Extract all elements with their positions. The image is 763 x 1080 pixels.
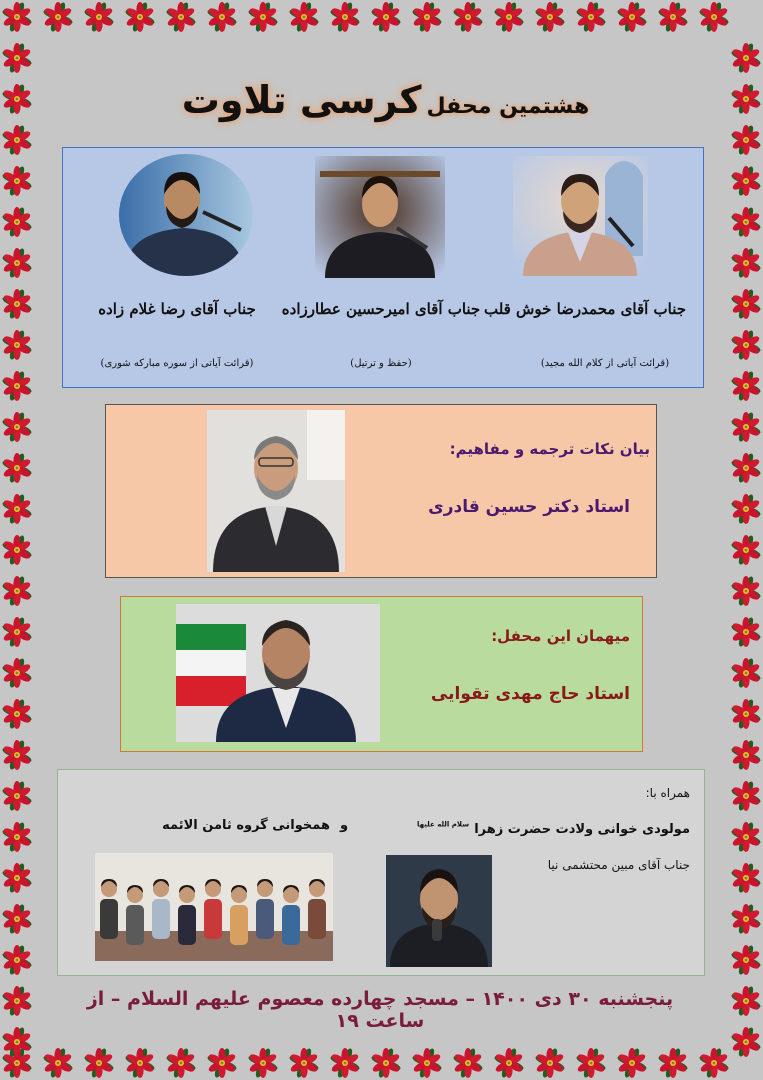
group-photo bbox=[95, 853, 333, 961]
poinsettia-icon bbox=[731, 43, 761, 73]
poinsettia-icon bbox=[731, 658, 761, 688]
poinsettia-icon bbox=[494, 2, 524, 32]
poinsettia-icon bbox=[731, 330, 761, 360]
poinsettia-icon bbox=[699, 2, 729, 32]
poinsettia-icon bbox=[576, 1048, 606, 1078]
singer-name: جناب آقای مبین محتشمی نیا bbox=[547, 858, 690, 872]
reader-1-name: جناب آقای محمدرضا خوش قلب bbox=[483, 300, 687, 318]
poinsettia-icon bbox=[2, 904, 32, 934]
poinsettia-icon bbox=[2, 1027, 32, 1057]
group-line: همخوانی گروه ثامن الائمه bbox=[162, 818, 330, 833]
poinsettia-icon bbox=[371, 1048, 401, 1078]
poinsettia-icon bbox=[2, 289, 32, 319]
singer-photo bbox=[386, 855, 492, 967]
mowludi-line: مولودی خوانی ولادت حضرت زهرا bbox=[474, 822, 690, 837]
reader-2-photo bbox=[315, 156, 445, 278]
poinsettia-icon bbox=[2, 207, 32, 237]
poinsettia-icon bbox=[731, 617, 761, 647]
poinsettia-icon bbox=[2, 822, 32, 852]
poinsettia-icon bbox=[731, 371, 761, 401]
poinsettia-icon bbox=[731, 863, 761, 893]
poinsettia-icon bbox=[494, 1048, 524, 1078]
poinsettia-icon bbox=[658, 2, 688, 32]
title-big: کرسی تلاوت bbox=[181, 78, 422, 122]
poinsettia-icon bbox=[731, 494, 761, 524]
reader-1-role: (قرائت آیاتی از کلام الله مجید) bbox=[540, 358, 670, 369]
poinsettia-icon bbox=[371, 2, 401, 32]
poinsettia-icon bbox=[207, 2, 237, 32]
poster-title bbox=[0, 78, 763, 122]
poinsettia-icon bbox=[2, 330, 32, 360]
poinsettia-icon bbox=[289, 2, 319, 32]
poinsettia-icon bbox=[330, 1048, 360, 1078]
poinsettia-icon bbox=[2, 494, 32, 524]
poinsettia-icon bbox=[166, 1048, 196, 1078]
poinsettia-icon bbox=[731, 207, 761, 237]
reader-3-name: جناب آقای رضا غلام زاده bbox=[98, 300, 256, 318]
poinsettia-icon bbox=[731, 904, 761, 934]
poinsettia-icon bbox=[731, 576, 761, 606]
poinsettia-icon bbox=[731, 412, 761, 442]
poinsettia-icon bbox=[731, 740, 761, 770]
guest-heading: میهمان این محفل: bbox=[491, 627, 630, 645]
poinsettia-icon bbox=[617, 2, 647, 32]
reader-1-photo bbox=[513, 156, 648, 276]
poinsettia-icon bbox=[731, 1027, 761, 1057]
poinsettia-icon bbox=[2, 453, 32, 483]
poinsettia-icon bbox=[207, 1048, 237, 1078]
poinsettia-icon bbox=[2, 699, 32, 729]
reader-3-photo bbox=[119, 154, 253, 276]
poinsettia-icon bbox=[617, 1048, 647, 1078]
poinsettia-icon bbox=[731, 986, 761, 1016]
poinsettia-icon bbox=[453, 2, 483, 32]
poinsettia-icon bbox=[2, 248, 32, 278]
poinsettia-icon bbox=[2, 125, 32, 155]
commentary-heading: بیان نکات ترجمه و مفاهیم: bbox=[449, 440, 650, 458]
poinsettia-icon bbox=[412, 2, 442, 32]
poinsettia-icon bbox=[125, 2, 155, 32]
poinsettia-icon bbox=[330, 2, 360, 32]
poinsettia-icon bbox=[2, 166, 32, 196]
poinsettia-icon bbox=[2, 986, 32, 1016]
poinsettia-icon bbox=[699, 1048, 729, 1078]
poinsettia-icon bbox=[731, 289, 761, 319]
poinsettia-icon bbox=[43, 2, 73, 32]
poinsettia-icon bbox=[2, 2, 32, 32]
poinsettia-icon bbox=[2, 617, 32, 647]
poinsettia-icon bbox=[731, 781, 761, 811]
poinsettia-icon bbox=[731, 822, 761, 852]
poinsettia-icon bbox=[731, 166, 761, 196]
accompany-label: همراه با: bbox=[645, 786, 690, 800]
poinsettia-icon bbox=[2, 863, 32, 893]
poinsettia-icon bbox=[2, 371, 32, 401]
poinsettia-icon bbox=[84, 1048, 114, 1078]
poinsettia-icon bbox=[731, 125, 761, 155]
reader-2-role: (حفظ و ترتیل) bbox=[350, 358, 412, 369]
poinsettia-icon bbox=[535, 1048, 565, 1078]
poinsettia-icon bbox=[731, 453, 761, 483]
poinsettia-icon bbox=[248, 2, 278, 32]
poinsettia-icon bbox=[576, 2, 606, 32]
poinsettia-icon bbox=[731, 699, 761, 729]
title-small: هشتمین محفل bbox=[426, 94, 590, 119]
poinsettia-icon bbox=[412, 1048, 442, 1078]
honorific: سلام الله علیها bbox=[417, 820, 470, 829]
guest-name: استاد حاج مهدی تقوایی bbox=[430, 684, 630, 704]
conjunction: و bbox=[340, 818, 349, 833]
commentary-box bbox=[105, 404, 657, 578]
poinsettia-icon bbox=[731, 535, 761, 565]
reader-3-role: (قرائت آیاتی از سوره مبارکه شوری) bbox=[100, 358, 254, 369]
commentary-speaker: استاد دکتر حسین قادری bbox=[428, 497, 630, 517]
poinsettia-icon bbox=[43, 1048, 73, 1078]
poinsettia-icon bbox=[2, 740, 32, 770]
poinsettia-icon bbox=[2, 576, 32, 606]
reader-2-name: جناب آقای امیرحسین عطارزاده bbox=[281, 300, 481, 318]
poinsettia-icon bbox=[2, 945, 32, 975]
poinsettia-icon bbox=[2, 43, 32, 73]
poinsettia-icon bbox=[289, 1048, 319, 1078]
poinsettia-icon bbox=[2, 535, 32, 565]
poinsettia-icon bbox=[2, 412, 32, 442]
accompany-main bbox=[360, 818, 690, 837]
poinsettia-icon bbox=[731, 248, 761, 278]
poinsettia-icon bbox=[658, 1048, 688, 1078]
poinsettia-icon bbox=[2, 781, 32, 811]
poinsettia-icon bbox=[453, 1048, 483, 1078]
poinsettia-icon bbox=[84, 2, 114, 32]
poinsettia-icon bbox=[166, 2, 196, 32]
guest-photo bbox=[176, 604, 380, 742]
poinsettia-icon bbox=[125, 1048, 155, 1078]
poinsettia-icon bbox=[248, 1048, 278, 1078]
commentary-speaker-photo bbox=[207, 410, 345, 572]
poinsettia-icon bbox=[2, 658, 32, 688]
event-details: پنجشنبه ۳۰ دی ۱۴۰۰ – مسجد چهارده معصوم علیهم السلام – از ساعت ۱۹ bbox=[86, 988, 674, 1032]
poinsettia-icon bbox=[535, 2, 565, 32]
poinsettia-icon bbox=[731, 945, 761, 975]
